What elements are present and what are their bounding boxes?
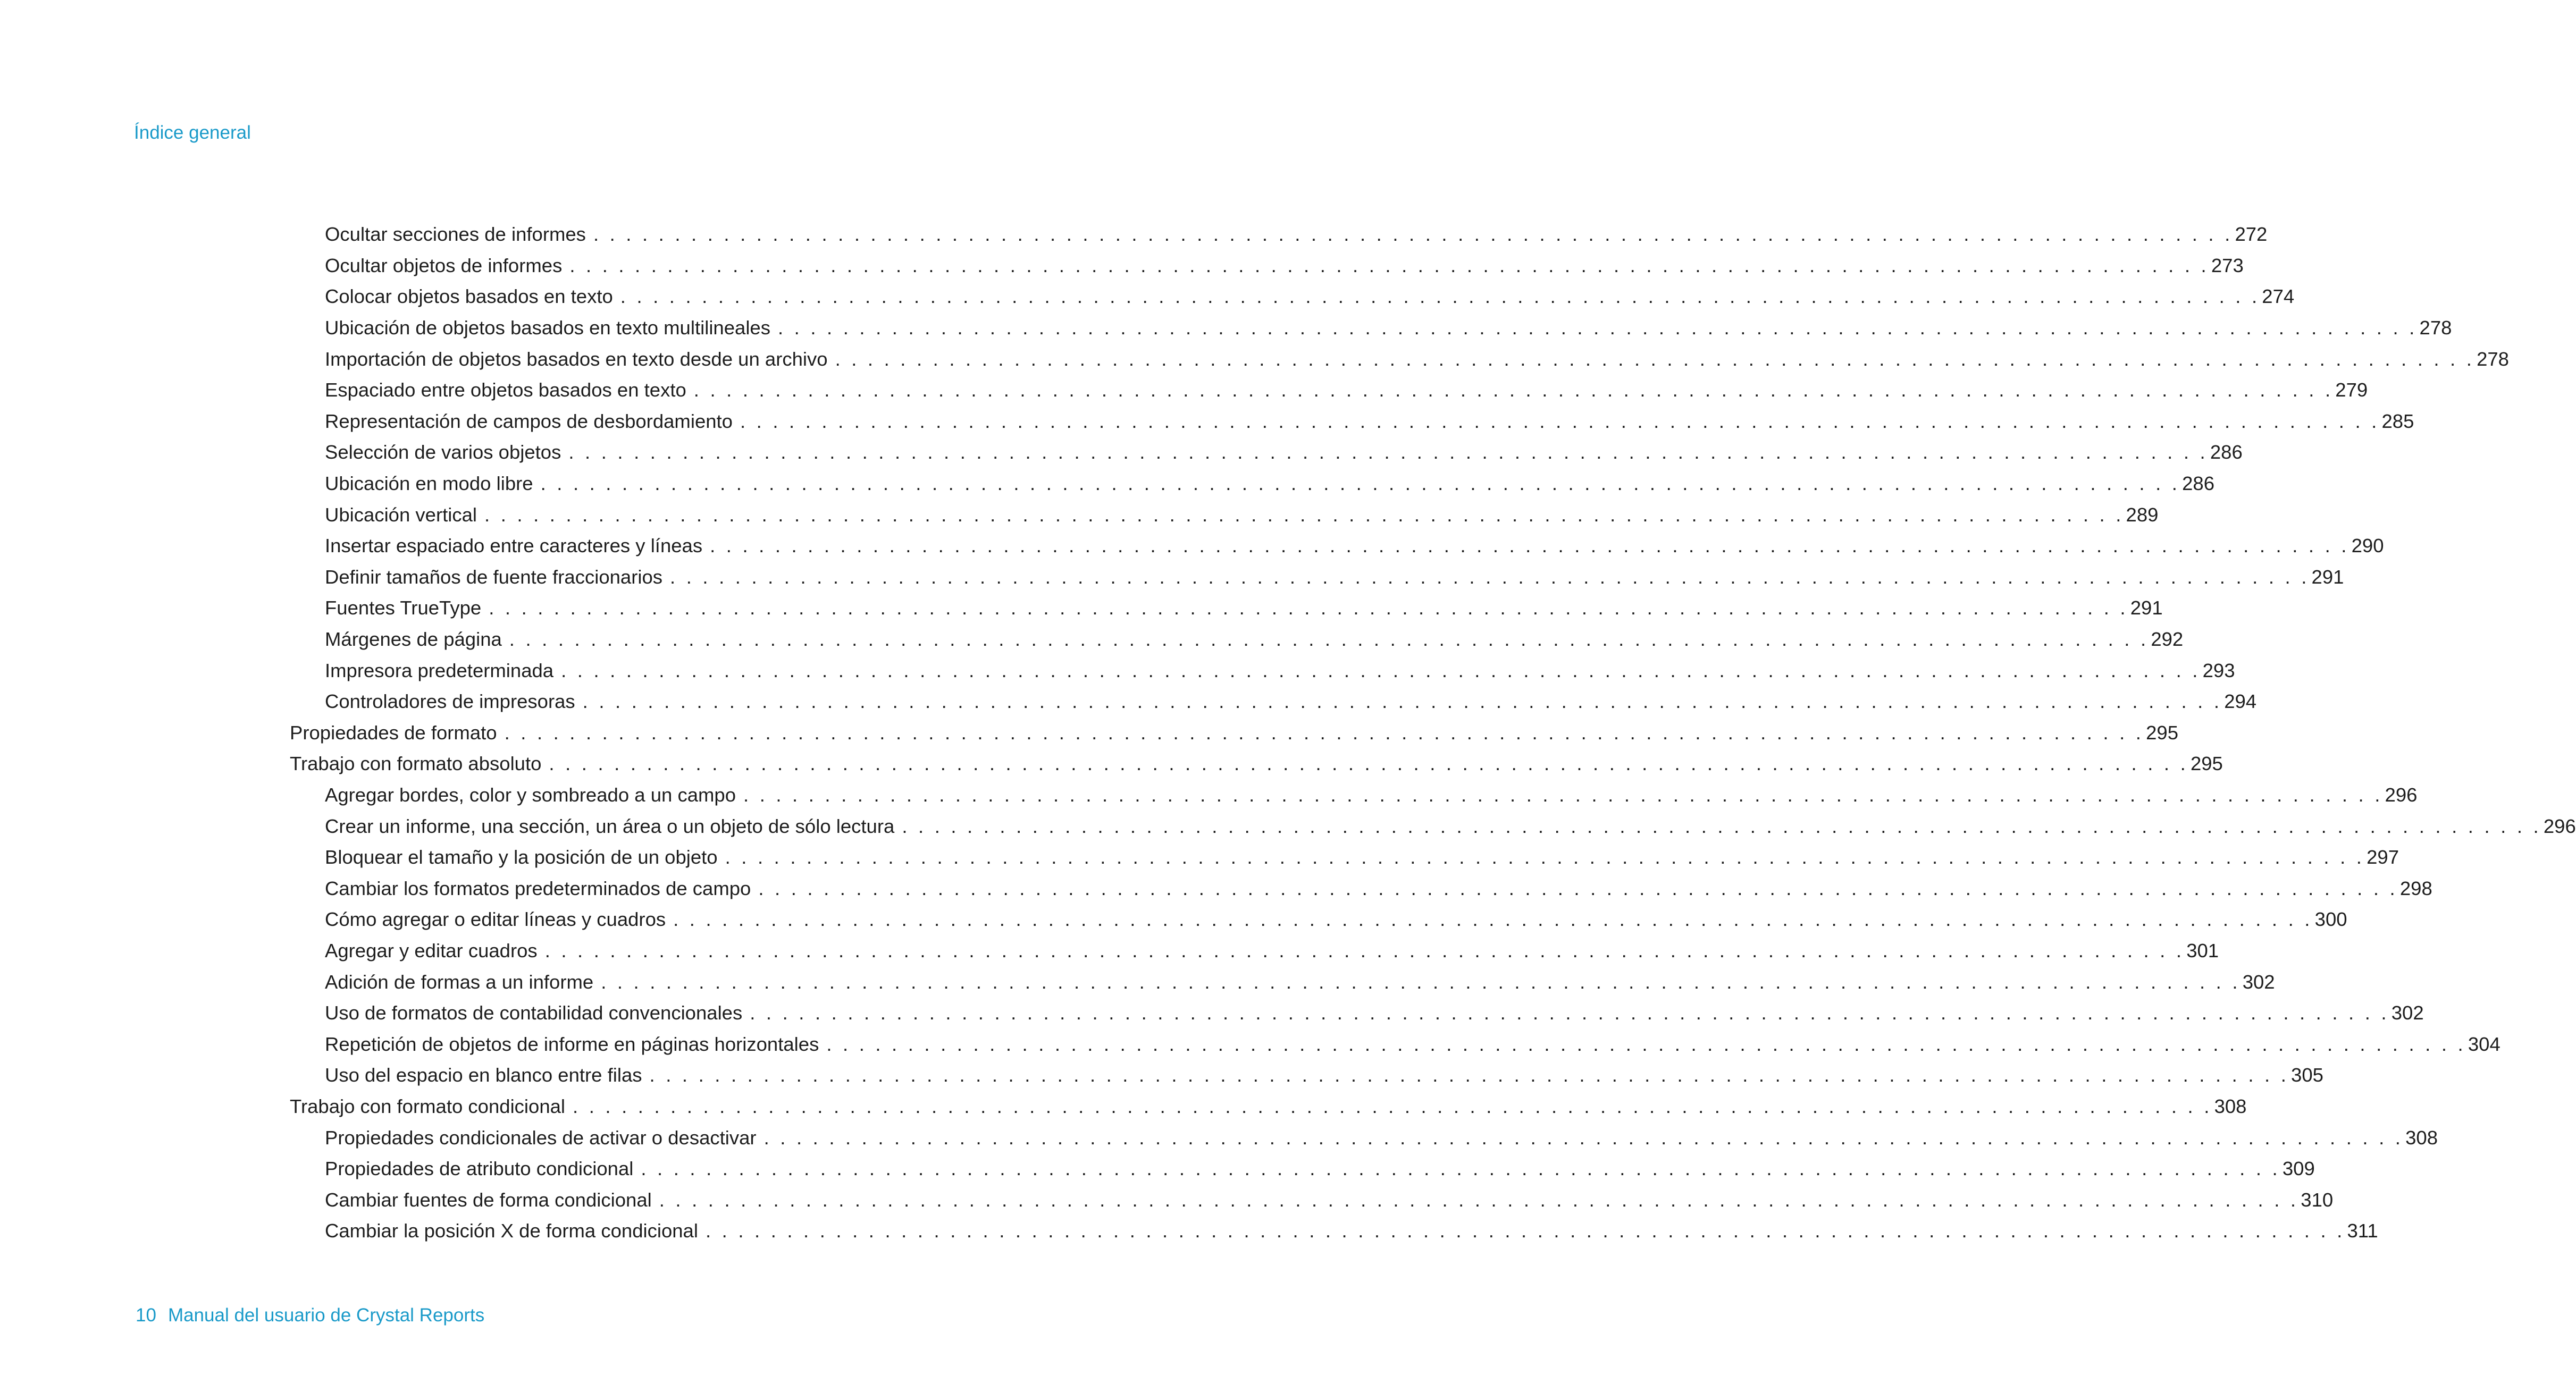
toc-entry-page-number: 273 bbox=[2211, 254, 2244, 276]
toc-dot-leader: . . . . . . . . . . . . . . . . . . . . . . . . . . . . . . . . . . . . . . . . . . . . . . . . . . . . . . . . . . . . . . . . . . . . . . . . . . . . . . . . . . . . . . . . . . . . . . . . . . . . . bbox=[593, 223, 2233, 246]
toc-dot-leader: . . . . . . . . . . . . . . . . . . . . . . . . . . . . . . . . . . . . . . . . . . . . . . . . . . . . . . . . . . . . . . . . . . . . . . . . . . . . . . . . . . . . . . . . . . . . . . . . . . . . . bbox=[710, 535, 2350, 557]
toc-entry-page-number: 289 bbox=[2126, 503, 2159, 526]
table-of-contents bbox=[0, 219, 2576, 1247]
toc-dot-leader: . . . . . . . . . . . . . . . . . . . . . . . . . . . . . . . . . . . . . . . . . . . . . . . . . . . . . . . . . . . . . . . . . . . . . . . . . . . . . . . . . . . . . . . . . . . . . . . . . . . . . bbox=[540, 473, 2180, 495]
toc-dot-leader: . . . . . . . . . . . . . . . . . . . . . . . . . . . . . . . . . . . . . . . . . . . . . . . . . . . . . . . . . . . . . . . . . . . . . . . . . . . . . . . . . . . . . . . . . . . . . . . . . . . . . bbox=[835, 348, 2475, 370]
toc-entry-page-number: 286 bbox=[2182, 473, 2214, 495]
toc-entry[interactable] bbox=[0, 1060, 2323, 1091]
toc-entry-title: Ubicación de objetos basados en texto multilineales bbox=[325, 317, 770, 339]
toc-dot-leader: . . . . . . . . . . . . . . . . . . . . . . . . . . . . . . . . . . . . . . . . . . . . . . . . . . . . . . . . . . . . . . . . . . . . . . . . . . . . . . . . . . . . . . . . . . . . . . . . . . . . . bbox=[544, 939, 2185, 962]
toc-entry-page-number: 308 bbox=[2405, 1126, 2438, 1149]
toc-entry-page-number: 296 bbox=[2385, 783, 2418, 806]
toc-dot-leader: . . . . . . . . . . . . . . . . . . . . . . . . . . . . . . . . . . . . . . . . . . . . . . . . . . . . . . . . . . . . . . . . . . . . . . . . . . . . . . . . . . . . . . . . . . . . . . . . . . . . . bbox=[649, 1064, 2289, 1086]
toc-dot-leader: . . . . . . . . . . . . . . . . . . . . . . . . . . . . . . . . . . . . . . . . . . . . . . . . . . . . . . . . . . . . . . . . . . . . . . . . . . . . . . . . . . . . . . . . . . . . . . . . . . . . . bbox=[750, 1002, 2389, 1024]
toc-entry[interactable] bbox=[0, 655, 2235, 686]
toc-entry[interactable] bbox=[0, 281, 2295, 313]
toc-entry-title: Importación de objetos basados en texto desde un archivo bbox=[325, 348, 828, 370]
toc-entry[interactable] bbox=[0, 811, 2576, 842]
toc-entry[interactable] bbox=[0, 530, 2384, 562]
toc-dot-leader: . . . . . . . . . . . . . . . . . . . . . . . . . . . . . . . . . . . . . . . . . . . . . . . . . . . . . . . . . . . . . . . . . . . . . . . . . . . . . . . . . . . . . . . . . . . . . . . . . . . . . bbox=[758, 877, 2398, 899]
toc-entry-page-number: 300 bbox=[2314, 908, 2347, 931]
toc-entry-title: Selección de varios objetos bbox=[325, 441, 561, 463]
toc-entry[interactable] bbox=[0, 1028, 2501, 1060]
toc-dot-leader: . . . . . . . . . . . . . . . . . . . . . . . . . . . . . . . . . . . . . . . . . . . . . . . . . . . . . . . . . . . . . . . . . . . . . . . . . . . . . . . . . . . . . . . . . . . . . . . . . . . . . bbox=[561, 659, 2201, 681]
toc-entry-page-number: 278 bbox=[2419, 317, 2452, 339]
toc-dot-leader: . . . . . . . . . . . . . . . . . . . . . . . . . . . . . . . . . . . . . . . . . . . . . . . . . . . . . . . . . . . . . . . . . . . . . . . . . . . . . . . . . . . . . . . . . . . . . . . . . . . . . bbox=[902, 815, 2541, 837]
toc-dot-leader: . . . . . . . . . . . . . . . . . . . . . . . . . . . . . . . . . . . . . . . . . . . . . . . . . . . . . . . . . . . . . . . . . . . . . . . . . . . . . . . . . . . . . . . . . . . . . . . . . . . . . bbox=[620, 285, 2260, 308]
toc-entry-page-number: 290 bbox=[2351, 535, 2384, 557]
toc-dot-leader: . . . . . . . . . . . . . . . . . . . . . . . . . . . . . . . . . . . . . . . . . . . . . . . . . . . . . . . . . . . . . . . . . . . . . . . . . . . . . . . . . . . . . . . . . . . . . . . . . . . . . bbox=[705, 1220, 2345, 1242]
toc-entry[interactable] bbox=[0, 904, 2347, 935]
toc-dot-leader: . . . . . . . . . . . . . . . . . . . . . . . . . . . . . . . . . . . . . . . . . . . . . . . . . . . . . . . . . . . . . . . . . . . . . . . . . . . . . . . . . . . . . . . . . . . . . . . . . . . . . bbox=[670, 566, 2310, 588]
section-header: Índice general bbox=[134, 122, 251, 143]
toc-entry[interactable] bbox=[0, 780, 2418, 811]
toc-dot-leader: . . . . . . . . . . . . . . . . . . . . . . . . . . . . . . . . . . . . . . . . . . . . . . . . . . . . . . . . . . . . . . . . . . . . . . . . . . . . . . . . . . . . . . . . . . . . . . . . . . . . . bbox=[743, 783, 2383, 806]
toc-entry-page-number: 286 bbox=[2210, 441, 2243, 463]
toc-entry-title: Controladores de impresoras bbox=[325, 690, 575, 713]
toc-dot-leader: . . . . . . . . . . . . . . . . . . . . . . . . . . . . . . . . . . . . . . . . . . . . . . . . . . . . . . . . . . . . . . . . . . . . . . . . . . . . . . . . . . . . . . . . . . . . . . . . . . . . . bbox=[568, 441, 2208, 463]
toc-dot-leader: . . . . . . . . . . . . . . . . . . . . . . . . . . . . . . . . . . . . . . . . . . . . . . . . . . . . . . . . . . . . . . . . . . . . . . . . . . . . . . . . . . . . . . . . . . . . . . . . . . . . . bbox=[740, 410, 2380, 432]
toc-entry-page-number: 291 bbox=[2311, 566, 2344, 588]
toc-dot-leader: . . . . . . . . . . . . . . . . . . . . . . . . . . . . . . . . . . . . . . . . . . . . . . . . . . . . . . . . . . . . . . . . . . . . . . . . . . . . . . . . . . . . . . . . . . . . . . . . . . . . . bbox=[763, 1126, 2404, 1149]
toc-entry[interactable] bbox=[0, 1184, 2334, 1216]
toc-entry[interactable] bbox=[0, 219, 2268, 250]
toc-entry-title: Trabajo con formato condicional bbox=[290, 1095, 566, 1117]
page-footer bbox=[136, 1304, 484, 1327]
toc-entry-page-number: 304 bbox=[2468, 1033, 2501, 1055]
toc-entry-page-number: 297 bbox=[2367, 846, 2399, 868]
toc-dot-leader: . . . . . . . . . . . . . . . . . . . . . . . . . . . . . . . . . . . . . . . . . . . . . . . . . . . . . . . . . . . . . . . . . . . . . . . . . . . . . . . . . . . . . . . . . . . . . . . . . . . . . bbox=[693, 379, 2334, 401]
toc-entry-page-number: 295 bbox=[2190, 753, 2223, 775]
toc-dot-leader: . . . . . . . . . . . . . . . . . . . . . . . . . . . . . . . . . . . . . . . . . . . . . . . . . . . . . . . . . . . . . . . . . . . . . . . . . . . . . . . . . . . . . . . . . . . . . . . . . . . . . bbox=[489, 597, 2128, 619]
toc-entry[interactable] bbox=[0, 624, 2184, 655]
toc-entry-page-number: 311 bbox=[2347, 1220, 2378, 1242]
toc-entry[interactable] bbox=[0, 313, 2452, 344]
toc-entry-title: Impresora predeterminada bbox=[325, 659, 554, 681]
toc-entry-title: Repetición de objetos de informe en páginas horizontales bbox=[325, 1033, 819, 1055]
toc-entry[interactable] bbox=[0, 998, 2424, 1029]
toc-entry-page-number: 296 bbox=[2543, 815, 2576, 837]
toc-entry[interactable] bbox=[0, 406, 2414, 437]
toc-entry-title: Insertar espaciado entre caracteres y líneas bbox=[325, 535, 703, 557]
toc-entry[interactable] bbox=[0, 1091, 2247, 1123]
toc-entry-page-number: 279 bbox=[2335, 379, 2368, 401]
toc-entry[interactable] bbox=[0, 499, 2159, 530]
toc-entry[interactable] bbox=[0, 1216, 2378, 1247]
toc-entry-page-number: 293 bbox=[2202, 659, 2235, 681]
toc-entry-title: Adición de formas a un informe bbox=[325, 971, 594, 993]
toc-entry-title: Crear un informe, una sección, un área o un objeto de sólo lectura bbox=[325, 815, 895, 837]
toc-entry-title: Cómo agregar o editar líneas y cuadros bbox=[325, 908, 666, 931]
toc-entry-page-number: 305 bbox=[2291, 1064, 2323, 1086]
toc-dot-leader: . . . . . . . . . . . . . . . . . . . . . . . . . . . . . . . . . . . . . . . . . . . . . . . . . . . . . . . . . . . . . . . . . . . . . . . . . . . . . . . . . . . . . . . . . . . . . . . . . . . . . bbox=[509, 628, 2149, 651]
toc-dot-leader: . . . . . . . . . . . . . . . . . . . . . . . . . . . . . . . . . . . . . . . . . . . . . . . . . . . . . . . . . . . . . . . . . . . . . . . . . . . . . . . . . . . . . . . . . . . . . . . . . . . . . bbox=[504, 721, 2144, 744]
toc-entry-page-number: 295 bbox=[2146, 721, 2178, 744]
toc-entry-page-number: 292 bbox=[2151, 628, 2184, 651]
footer-page-number: 10 bbox=[136, 1305, 156, 1326]
toc-entry[interactable] bbox=[0, 873, 2432, 904]
toc-entry-title: Ubicación vertical bbox=[325, 503, 477, 526]
toc-dot-leader: . . . . . . . . . . . . . . . . . . . . . . . . . . . . . . . . . . . . . . . . . . . . . . . . . . . . . . . . . . . . . . . . . . . . . . . . . . . . . . . . . . . . . . . . . . . . . . . . . . . . . bbox=[778, 317, 2418, 339]
toc-dot-leader: . . . . . . . . . . . . . . . . . . . . . . . . . . . . . . . . . . . . . . . . . . . . . . . . . . . . . . . . . . . . . . . . . . . . . . . . . . . . . . . . . . . . . . . . . . . . . . . . . . . . . bbox=[725, 846, 2365, 868]
toc-dot-leader: . . . . . . . . . . . . . . . . . . . . . . . . . . . . . . . . . . . . . . . . . . . . . . . . . . . . . . . . . . . . . . . . . . . . . . . . . . . . . . . . . . . . . . . . . . . . . . . . . . . . . bbox=[826, 1033, 2466, 1055]
toc-entry[interactable] bbox=[0, 842, 2399, 873]
toc-entry-page-number: 278 bbox=[2477, 348, 2509, 370]
toc-entry-title: Representación de campos de desbordamiento bbox=[325, 410, 733, 432]
toc-entry-title: Uso del espacio en blanco entre filas bbox=[325, 1064, 642, 1086]
toc-dot-leader: . . . . . . . . . . . . . . . . . . . . . . . . . . . . . . . . . . . . . . . . . . . . . . . . . . . . . . . . . . . . . . . . . . . . . . . . . . . . . . . . . . . . . . . . . . . . . . . . . . . . . bbox=[484, 503, 2124, 526]
toc-entry-title: Propiedades condicionales de activar o desactivar bbox=[325, 1126, 757, 1149]
toc-entry-title: Definir tamaños de fuente fraccionarios bbox=[325, 566, 663, 588]
toc-entry-title: Agregar y editar cuadros bbox=[325, 939, 538, 962]
footer-book-title: Manual del usuario de Crystal Reports bbox=[167, 1305, 485, 1326]
toc-dot-leader: . . . . . . . . . . . . . . . . . . . . . . . . . . . . . . . . . . . . . . . . . . . . . . . . . . . . . . . . . . . . . . . . . . . . . . . . . . . . . . . . . . . . . . . . . . . . . . . . . . . . . bbox=[673, 908, 2313, 931]
toc-entry[interactable] bbox=[0, 593, 2163, 624]
toc-entry-page-number: 301 bbox=[2186, 939, 2219, 962]
toc-entry[interactable] bbox=[0, 1153, 2315, 1185]
toc-entry-title: Fuentes TrueType bbox=[325, 597, 482, 619]
toc-entry-title: Cambiar los formatos predeterminados de campo bbox=[325, 877, 751, 899]
toc-entry[interactable] bbox=[0, 935, 2219, 967]
toc-entry[interactable] bbox=[0, 1122, 2438, 1153]
toc-entry-title: Propiedades de atributo condicional bbox=[325, 1158, 634, 1180]
toc-entry-page-number: 310 bbox=[2301, 1188, 2334, 1211]
toc-entry[interactable] bbox=[0, 375, 2368, 406]
toc-entry-title: Ubicación en modo libre bbox=[325, 473, 533, 495]
toc-entry-page-number: 294 bbox=[2224, 690, 2257, 713]
toc-dot-leader: . . . . . . . . . . . . . . . . . . . . . . . . . . . . . . . . . . . . . . . . . . . . . . . . . . . . . . . . . . . . . . . . . . . . . . . . . . . . . . . . . . . . . . . . . . . . . . . . . . . . . bbox=[641, 1158, 2280, 1180]
toc-entry[interactable] bbox=[0, 748, 2223, 780]
toc-entry[interactable] bbox=[0, 718, 2178, 749]
toc-entry-page-number: 298 bbox=[2399, 877, 2432, 899]
toc-dot-leader: . . . . . . . . . . . . . . . . . . . . . . . . . . . . . . . . . . . . . . . . . . . . . . . . . . . . . . . . . . . . . . . . . . . . . . . . . . . . . . . . . . . . . . . . . . . . . . . . . . . . . bbox=[659, 1188, 2299, 1211]
toc-entry-title: Espaciado entre objetos basados en texto bbox=[325, 379, 686, 401]
toc-dot-leader: . . . . . . . . . . . . . . . . . . . . . . . . . . . . . . . . . . . . . . . . . . . . . . . . . . . . . . . . . . . . . . . . . . . . . . . . . . . . . . . . . . . . . . . . . . . . . . . . . . . . . bbox=[573, 1095, 2212, 1117]
toc-entry-title: Trabajo con formato absoluto bbox=[290, 753, 542, 775]
toc-entry-page-number: 274 bbox=[2262, 285, 2295, 308]
toc-entry[interactable] bbox=[0, 250, 2244, 282]
toc-entry-title: Márgenes de página bbox=[325, 628, 502, 651]
toc-entry-title: Agregar bordes, color y sombreado a un campo bbox=[325, 783, 736, 806]
toc-entry[interactable] bbox=[0, 343, 2509, 375]
toc-entry[interactable] bbox=[0, 437, 2243, 468]
toc-entry-page-number: 302 bbox=[2242, 971, 2275, 993]
toc-entry-title: Uso de formatos de contabilidad convencionales bbox=[325, 1002, 743, 1024]
toc-entry-page-number: 302 bbox=[2391, 1002, 2424, 1024]
toc-dot-leader: . . . . . . . . . . . . . . . . . . . . . . . . . . . . . . . . . . . . . . . . . . . . . . . . . . . . . . . . . . . . . . . . . . . . . . . . . . . . . . . . . . . . . . . . . . . . . . . . . . . . . bbox=[582, 690, 2222, 713]
toc-entry-page-number: 272 bbox=[2235, 223, 2268, 246]
toc-entry-title: Cambiar fuentes de forma condicional bbox=[325, 1188, 652, 1211]
toc-entry-title: Ocultar secciones de informes bbox=[325, 223, 586, 246]
toc-entry-title: Bloquear el tamaño y la posición de un objeto bbox=[325, 846, 718, 868]
toc-dot-leader: . . . . . . . . . . . . . . . . . . . . . . . . . . . . . . . . . . . . . . . . . . . . . . . . . . . . . . . . . . . . . . . . . . . . . . . . . . . . . . . . . . . . . . . . . . . . . . . . . . . . . bbox=[601, 971, 2241, 993]
toc-entry[interactable] bbox=[0, 686, 2257, 718]
toc-entry-title: Propiedades de formato bbox=[290, 721, 497, 744]
toc-dot-leader: . . . . . . . . . . . . . . . . . . . . . . . . . . . . . . . . . . . . . . . . . . . . . . . . . . . . . . . . . . . . . . . . . . . . . . . . . . . . . . . . . . . . . . . . . . . . . . . . . . . . . bbox=[569, 254, 2209, 276]
toc-entry-title: Cambiar la posición X de forma condicional bbox=[325, 1220, 698, 1242]
toc-entry-page-number: 309 bbox=[2282, 1158, 2315, 1180]
toc-entry[interactable] bbox=[0, 562, 2344, 593]
toc-entry-page-number: 291 bbox=[2130, 597, 2163, 619]
toc-dot-leader: . . . . . . . . . . . . . . . . . . . . . . . . . . . . . . . . . . . . . . . . . . . . . . . . . . . . . . . . . . . . . . . . . . . . . . . . . . . . . . . . . . . . . . . . . . . . . . . . . . . . . bbox=[549, 753, 2188, 775]
toc-entry-title: Colocar objetos basados en texto bbox=[325, 285, 613, 308]
toc-entry-page-number: 308 bbox=[2214, 1095, 2247, 1117]
toc-entry-title: Ocultar objetos de informes bbox=[325, 254, 563, 276]
toc-entry[interactable] bbox=[0, 966, 2275, 998]
toc-entry-page-number: 285 bbox=[2381, 410, 2414, 432]
toc-entry[interactable] bbox=[0, 468, 2214, 500]
